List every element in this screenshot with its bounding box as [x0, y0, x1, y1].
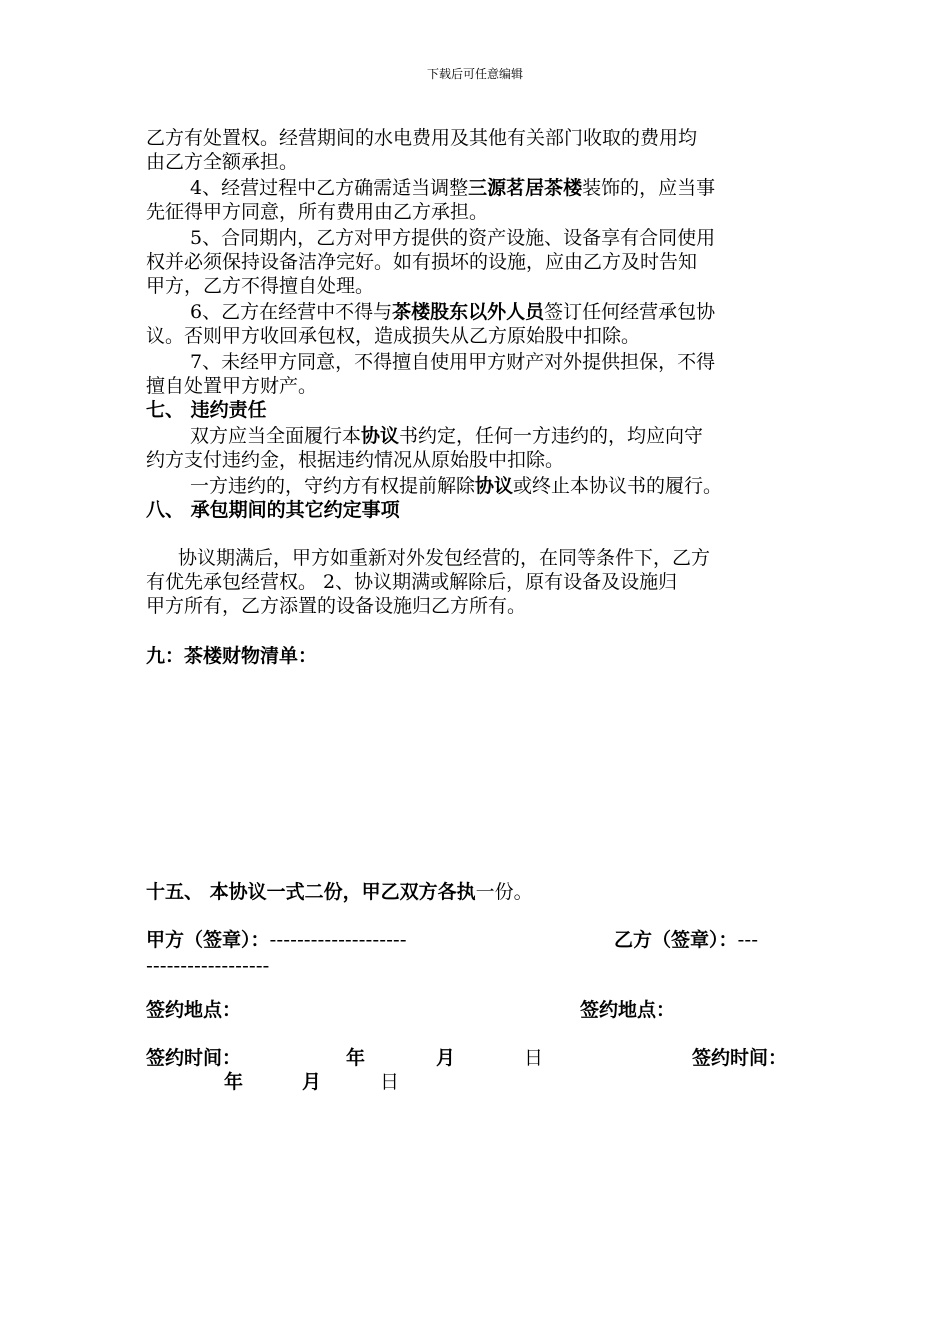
time-a-label: 签约时间： [146, 1047, 242, 1069]
year-a: 年 [346, 1047, 366, 1069]
clause-6 [190, 300, 850, 324]
text-span: 一方违约的，守约方有权提前解除 [190, 475, 476, 497]
text-span: 书约定，任何一方违约的，均应向守 [399, 425, 704, 447]
text-line: 有优先承包经营权。 2、协议期满或解除后，原有设备及设施归 [146, 571, 678, 593]
place-a-label: 签约地点： [146, 999, 242, 1021]
party-b-signature-line: --- [737, 929, 759, 951]
section-heading-7: 七、 违约责任 [146, 399, 267, 421]
text-line: 权并必须保持设备洁净完好。如有损坏的设施，应由乙方及时告知 [146, 251, 698, 273]
bold-span: 十五、 本协议一式二份，甲乙双方各执 [146, 881, 476, 903]
text-span: 签订任何经营承包协 [544, 301, 716, 323]
party-a-label: 甲方（签章）： [146, 929, 270, 951]
breach-para-2 [190, 474, 850, 498]
text-line: 乙方有处置权。经营期间的水电费用及其他有关部门收取的费用均 [146, 127, 698, 149]
party-b-label: 乙方（签章）： [614, 929, 738, 951]
breach-para [190, 424, 850, 448]
clause-4 [190, 176, 850, 200]
text-line: 议。否则甲方收回承包权，造成损失从乙方原始股中扣除。 [146, 325, 641, 347]
month-b: 月 [302, 1071, 322, 1093]
text-line: 约方支付违约金，根据违约情况从原始股中扣除。 [146, 449, 565, 471]
text-line: 甲方，乙方不得擅自处理。 [146, 275, 375, 297]
clause-5: 5、合同期内，乙方对甲方提供的资产设施、设备享有合同使用 [190, 227, 716, 249]
text-span: 或终止本协议书的履行。 [513, 475, 723, 497]
bold-span: 茶楼股东以外人员 [392, 301, 545, 323]
section-heading-15 [146, 880, 806, 904]
text-span: 装饰的，应当事 [582, 177, 716, 199]
section-heading-8: 八、 承包期间的其它约定事项 [146, 499, 400, 521]
party-b-signature [614, 928, 758, 952]
text-span: 一份。 [475, 881, 533, 903]
day-b: 日 [380, 1071, 400, 1093]
text-line: 擅自处置甲方财产。 [146, 375, 318, 397]
page-header: 下载后可任意编辑 [426, 67, 523, 81]
text-span: 6、乙方在经营中不得与 [190, 301, 393, 323]
text-line: 甲方所有，乙方添置的设备设施归乙方所有。 [146, 595, 527, 617]
day-a: 日 [524, 1047, 544, 1069]
year-b: 年 [224, 1071, 244, 1093]
party-a-signature [146, 928, 407, 952]
bold-span: 协议 [361, 425, 400, 447]
bold-span: 协议 [475, 475, 514, 497]
clause-7: 7、未经甲方同意，不得擅自使用甲方财产对外提供担保，不得 [190, 351, 716, 373]
party-a-signature-line: -------------------- [269, 929, 407, 951]
text-line: 先征得甲方同意，所有费用由乙方承担。 [146, 201, 489, 223]
text-line: 由乙方全额承担。 [146, 151, 299, 173]
bold-span: 三源茗居茶楼 [468, 177, 583, 199]
other-para: 协议期满后，甲方如重新对外发包经营的，在同等条件下，乙方 [178, 547, 711, 569]
time-b-label: 签约时间： [692, 1047, 788, 1069]
text-span: 双方应当全面履行本 [190, 425, 362, 447]
party-b-signature-line-cont: ------------------ [146, 955, 270, 977]
text-span: 4、经营过程中乙方确需适当调整 [190, 177, 469, 199]
place-b-label: 签约地点： [580, 999, 676, 1021]
section-heading-9: 九：茶楼财物清单： [146, 645, 318, 667]
month-a: 月 [436, 1047, 456, 1069]
